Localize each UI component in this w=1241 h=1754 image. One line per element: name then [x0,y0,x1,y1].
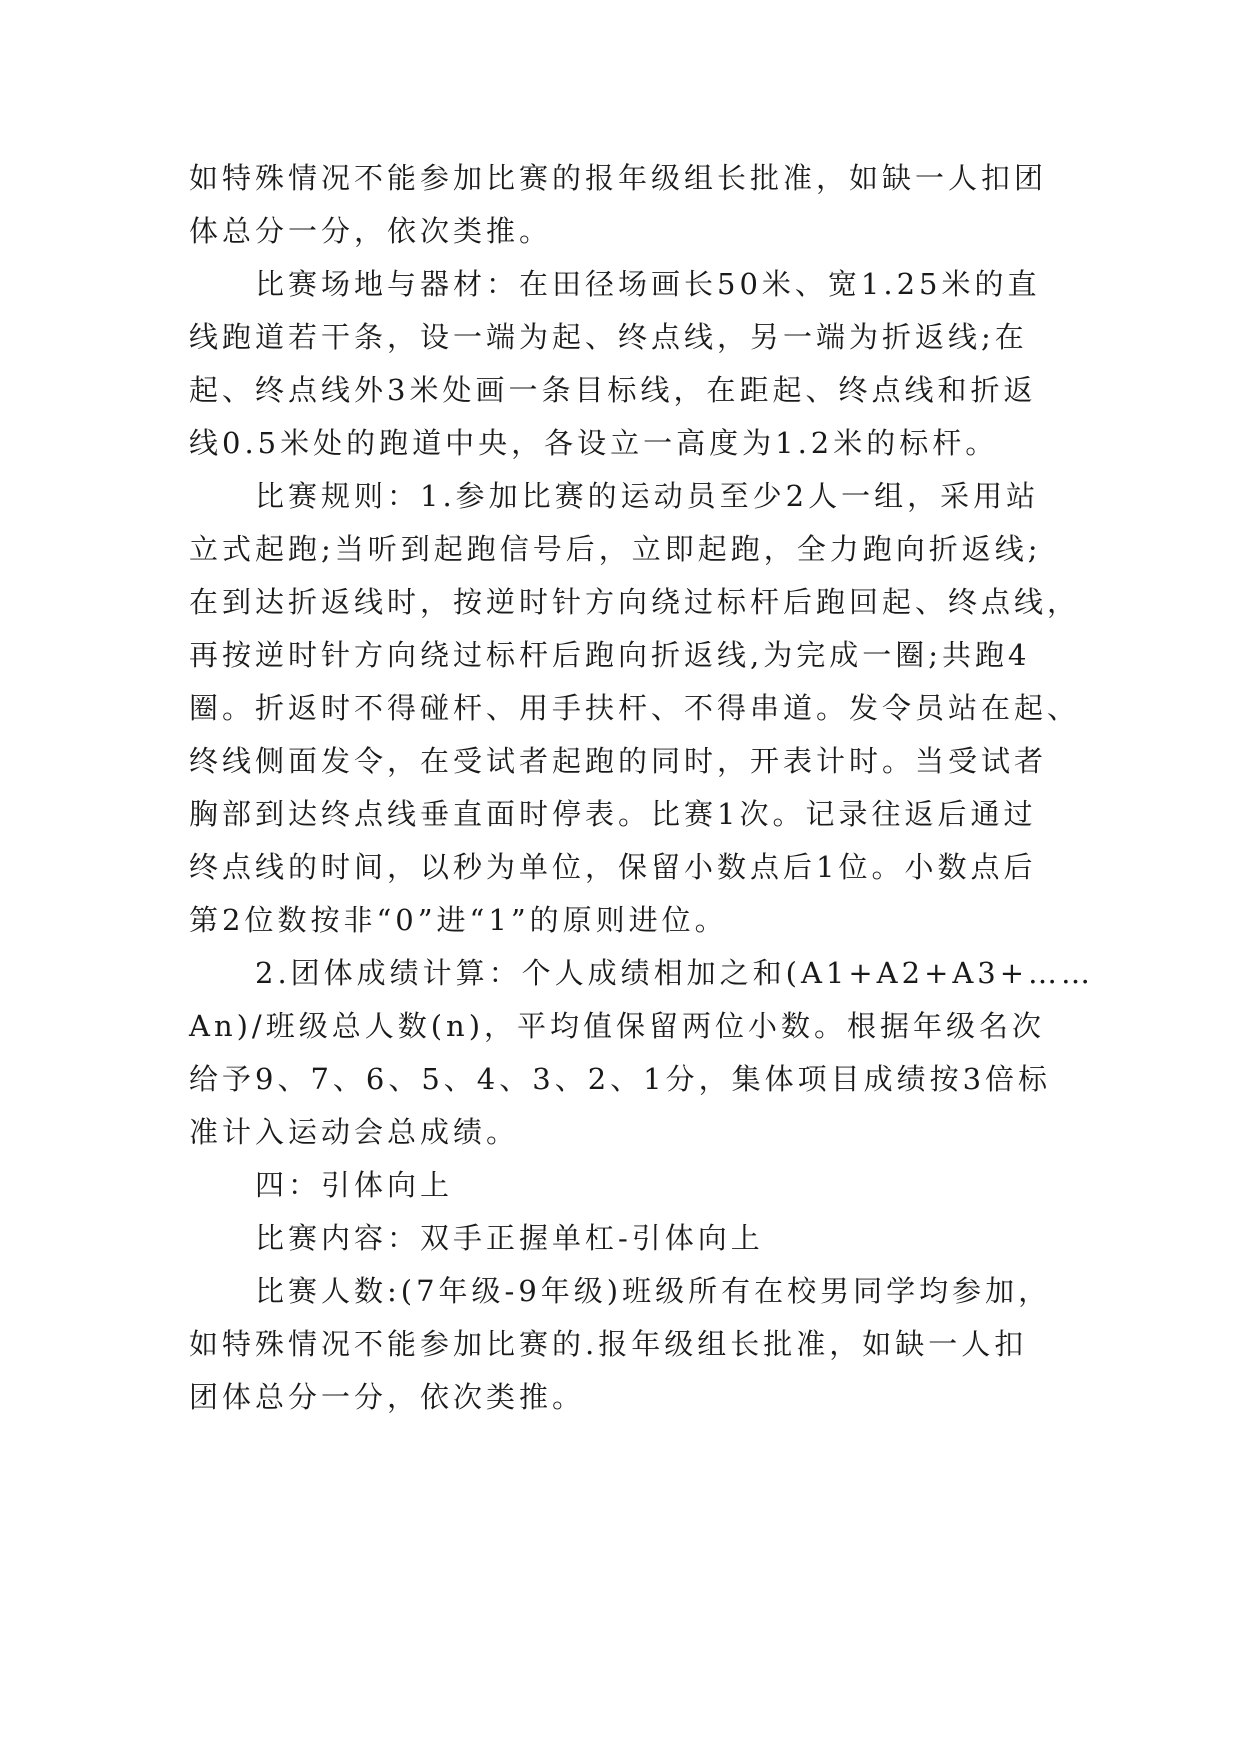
text-line: 线0.5米处的跑道中央，各设立一高度为1.2米的标杆。 [189,426,999,460]
text-line: 起、终点线外3米处画一条目标线，在距起、终点线和折返 [189,373,1037,407]
text-line: 比赛人数:(7年级-9年级)班级所有在校男同学均参加， [189,1274,1052,1308]
text-line: 比赛内容：双手正握单杠-引体向上 [189,1221,764,1255]
text-line: 圈。折返时不得碰杆、用手扶杆、不得串道。发令员站在起、 [189,691,1081,725]
text-line: 比赛场地与器材：在田径场画长50米、宽1.25米的直 [189,267,1041,301]
text-line: 团体总分一分，依次类推。 [189,1380,586,1414]
section-heading: 四：引体向上 [189,1168,454,1202]
text-line: 再按逆时针方向绕过标杆后跑向折返线,为完成一圈;共跑4 [189,638,1031,672]
text-line: 终线侧面发令，在受试者起跑的同时，开表计时。当受试者 [189,744,1048,778]
text-line: 第2位数按非“0”进“1”的原则进位。 [189,903,728,937]
text-line: 在到达折返线时，按逆时针方向绕过标杆后跑回起、终点线， [189,585,1081,619]
text-line: 如特殊情况不能参加比赛的报年级组长批准，如缺一人扣团 [189,161,1048,195]
text-line: 终点线的时间，以秒为单位，保留小数点后1位。小数点后 [189,850,1037,884]
text-line: An)/班级总人数(n)，平均值保留两位小数。根据年级名次 [189,1009,1046,1043]
text-line: 线跑道若干条，设一端为起、终点线，另一端为折返线;在 [189,320,1028,354]
text-line: 准计入运动会总成绩。 [189,1115,520,1149]
text-line: 体总分一分，依次类推。 [189,214,553,248]
text-line: 立式起跑;当听到起跑信号后，立即起跑，全力跑向折返线; [189,532,1042,566]
text-line: 如特殊情况不能参加比赛的.报年级组长批准，如缺一人扣 [189,1327,1028,1361]
text-line: 比赛规则：1.参加比赛的运动员至少2人一组，采用站 [189,479,1040,513]
text-line: 胸部到达终点线垂直面时停表。比赛1次。记录往返后通过 [189,797,1037,831]
text-line: 2.团体成绩计算：个人成绩相加之和(A1+A2+A3+…… [189,956,1095,990]
text-line: 给予9、7、6、5、4、3、2、1分，集体项目成绩按3倍标 [189,1062,1052,1096]
